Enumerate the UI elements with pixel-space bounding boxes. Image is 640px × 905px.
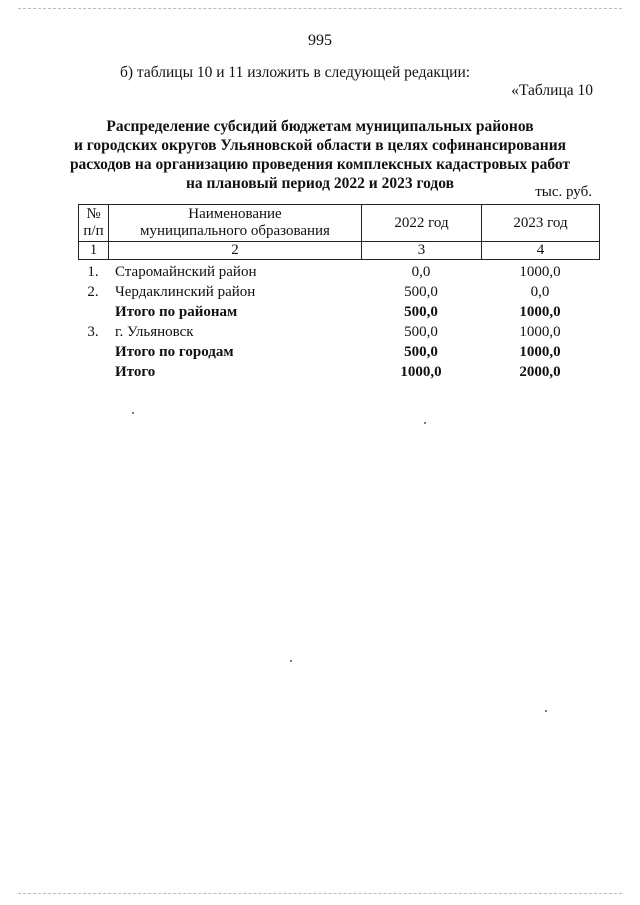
row-number [78, 302, 108, 322]
table-row [78, 362, 599, 382]
column-number: 2 [109, 242, 362, 260]
scan-speck [424, 422, 426, 424]
header-2023: 2023 год [482, 205, 600, 242]
scan-edge-top [18, 8, 622, 10]
scan-speck [545, 710, 547, 712]
table-row [78, 302, 599, 322]
column-number: 3 [362, 242, 482, 260]
scan-speck [132, 412, 134, 414]
intro-text: б) таблицы 10 и 11 изложить в следующей редакции: [120, 64, 471, 81]
unit-label: тыс. руб. [535, 184, 592, 200]
row-name: г. Ульяновск [115, 324, 194, 340]
row-number: 3. [87, 324, 99, 340]
table-row [78, 322, 599, 342]
header-2022: 2022 год [362, 205, 482, 242]
value-2022: 500,0 [404, 344, 438, 360]
title-line: на плановый период 2022 и 2023 годов [186, 175, 454, 192]
row-name: Итого по районам [115, 304, 238, 320]
header-num: № п/п [79, 205, 109, 242]
column-number: 4 [482, 242, 600, 260]
table-reference: «Таблица 10 [511, 82, 593, 99]
table-row [78, 282, 599, 302]
value-2022: 500,0 [404, 324, 438, 340]
value-2022: 1000,0 [400, 364, 442, 380]
title-line: Распределение субсидий бюджетам муниципальных районов [106, 118, 534, 135]
table-row [78, 342, 599, 362]
column-number: 1 [79, 242, 109, 260]
value-2022: 500,0 [404, 284, 438, 300]
page-number: 995 [308, 32, 332, 49]
title-line: и городских округов Ульяновской области в целях софинансирования [73, 137, 567, 154]
row-number: 2. [87, 284, 99, 300]
row-name: Чердаклинский район [115, 284, 256, 300]
header-name: Наименование муниципального образования [109, 205, 362, 242]
row-name: Итого [115, 364, 156, 380]
value-2022: 500,0 [404, 304, 438, 320]
scan-edge-bottom [18, 893, 622, 895]
value-2023: 0,0 [530, 284, 550, 300]
value-2023: 2000,0 [519, 364, 561, 380]
title-line: расходов на организацию проведения комплексных кадастровых работ [69, 156, 571, 173]
value-2023: 1000,0 [519, 264, 561, 280]
row-number [78, 342, 108, 362]
table-header [78, 204, 600, 260]
row-number: 1. [87, 264, 99, 280]
value-2023: 1000,0 [519, 324, 561, 340]
table-body [78, 262, 599, 382]
value-2022: 0,0 [411, 264, 431, 280]
row-name: Старомайнский район [115, 264, 257, 280]
value-2023: 1000,0 [519, 344, 561, 360]
value-2023: 1000,0 [519, 304, 561, 320]
row-number [78, 362, 108, 382]
table-title [60, 117, 580, 193]
row-name: Итого по городам [115, 344, 234, 360]
table-row [78, 262, 599, 282]
scan-speck [290, 660, 292, 662]
